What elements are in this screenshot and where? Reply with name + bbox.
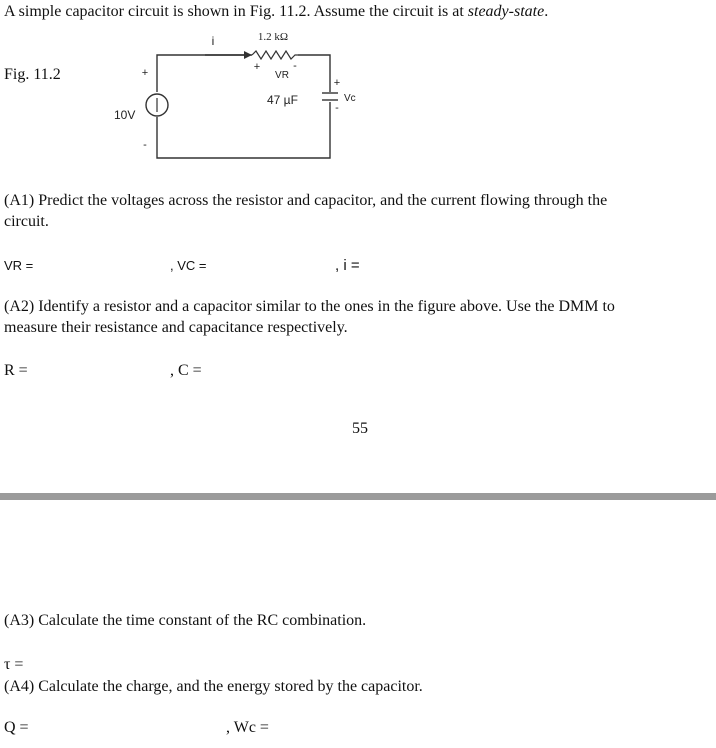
capacitor-voltage-label: Vc <box>344 93 356 104</box>
a2-question-line2: measure their resistance and capacitance respectively. <box>4 319 348 336</box>
c-answer-label: , C = <box>170 362 202 379</box>
resistor-plus-sign: + <box>253 61 261 73</box>
source-plus-sign: + <box>141 67 149 79</box>
resistor-voltage-label: VR <box>275 70 289 81</box>
intro-text-start: A simple capacitor circuit is shown in Fig. 11.2. Assume the circuit is at <box>4 3 468 20</box>
q-answer-label: Q = <box>4 719 29 736</box>
circuit-wire <box>157 55 330 158</box>
vc-answer-label: , VC = <box>170 258 207 273</box>
a2-question-line1: (A2) Identify a resistor and a capacitor similar to the ones in the figure above. Use the DMM to <box>4 298 615 315</box>
tau-answer-label: τ = <box>4 656 24 673</box>
r-answer-label: R = <box>4 362 28 379</box>
capacitor-plus-sign: + <box>333 77 341 89</box>
capacitor-minus-sign: - <box>335 102 339 114</box>
intro-text-end: . <box>544 3 549 20</box>
resistor-value-label: 1.2 kΩ <box>257 31 289 43</box>
source-value-label: 10V <box>114 108 136 122</box>
a4-question: (A4) Calculate the charge, and the energy stored by the capacitor. <box>4 678 423 695</box>
vr-answer-label: VR = <box>4 258 34 273</box>
a3-question: (A3) Calculate the time constant of the RC combination. <box>4 612 367 629</box>
circuit-diagram <box>0 0 716 180</box>
page-number: 55 <box>352 420 368 437</box>
a1-question-line2: circuit. <box>4 213 49 230</box>
figure-label: Fig. 11.2 <box>4 66 61 83</box>
page-divider <box>0 493 716 500</box>
a1-question-line1: (A1) Predict the voltages across the resistor and capacitor, and the current flowing through the <box>4 192 608 209</box>
source-minus-sign: - <box>143 139 147 151</box>
resistor-minus-sign: - <box>293 60 297 72</box>
current-arrowhead <box>244 51 252 59</box>
current-label: i <box>211 34 215 48</box>
capacitor-value-label: 47 µF <box>267 93 298 107</box>
wc-answer-label: , Wc = <box>226 719 269 736</box>
i-answer-label: , i = <box>335 257 360 274</box>
intro-emphasis: steady-state <box>467 3 545 20</box>
